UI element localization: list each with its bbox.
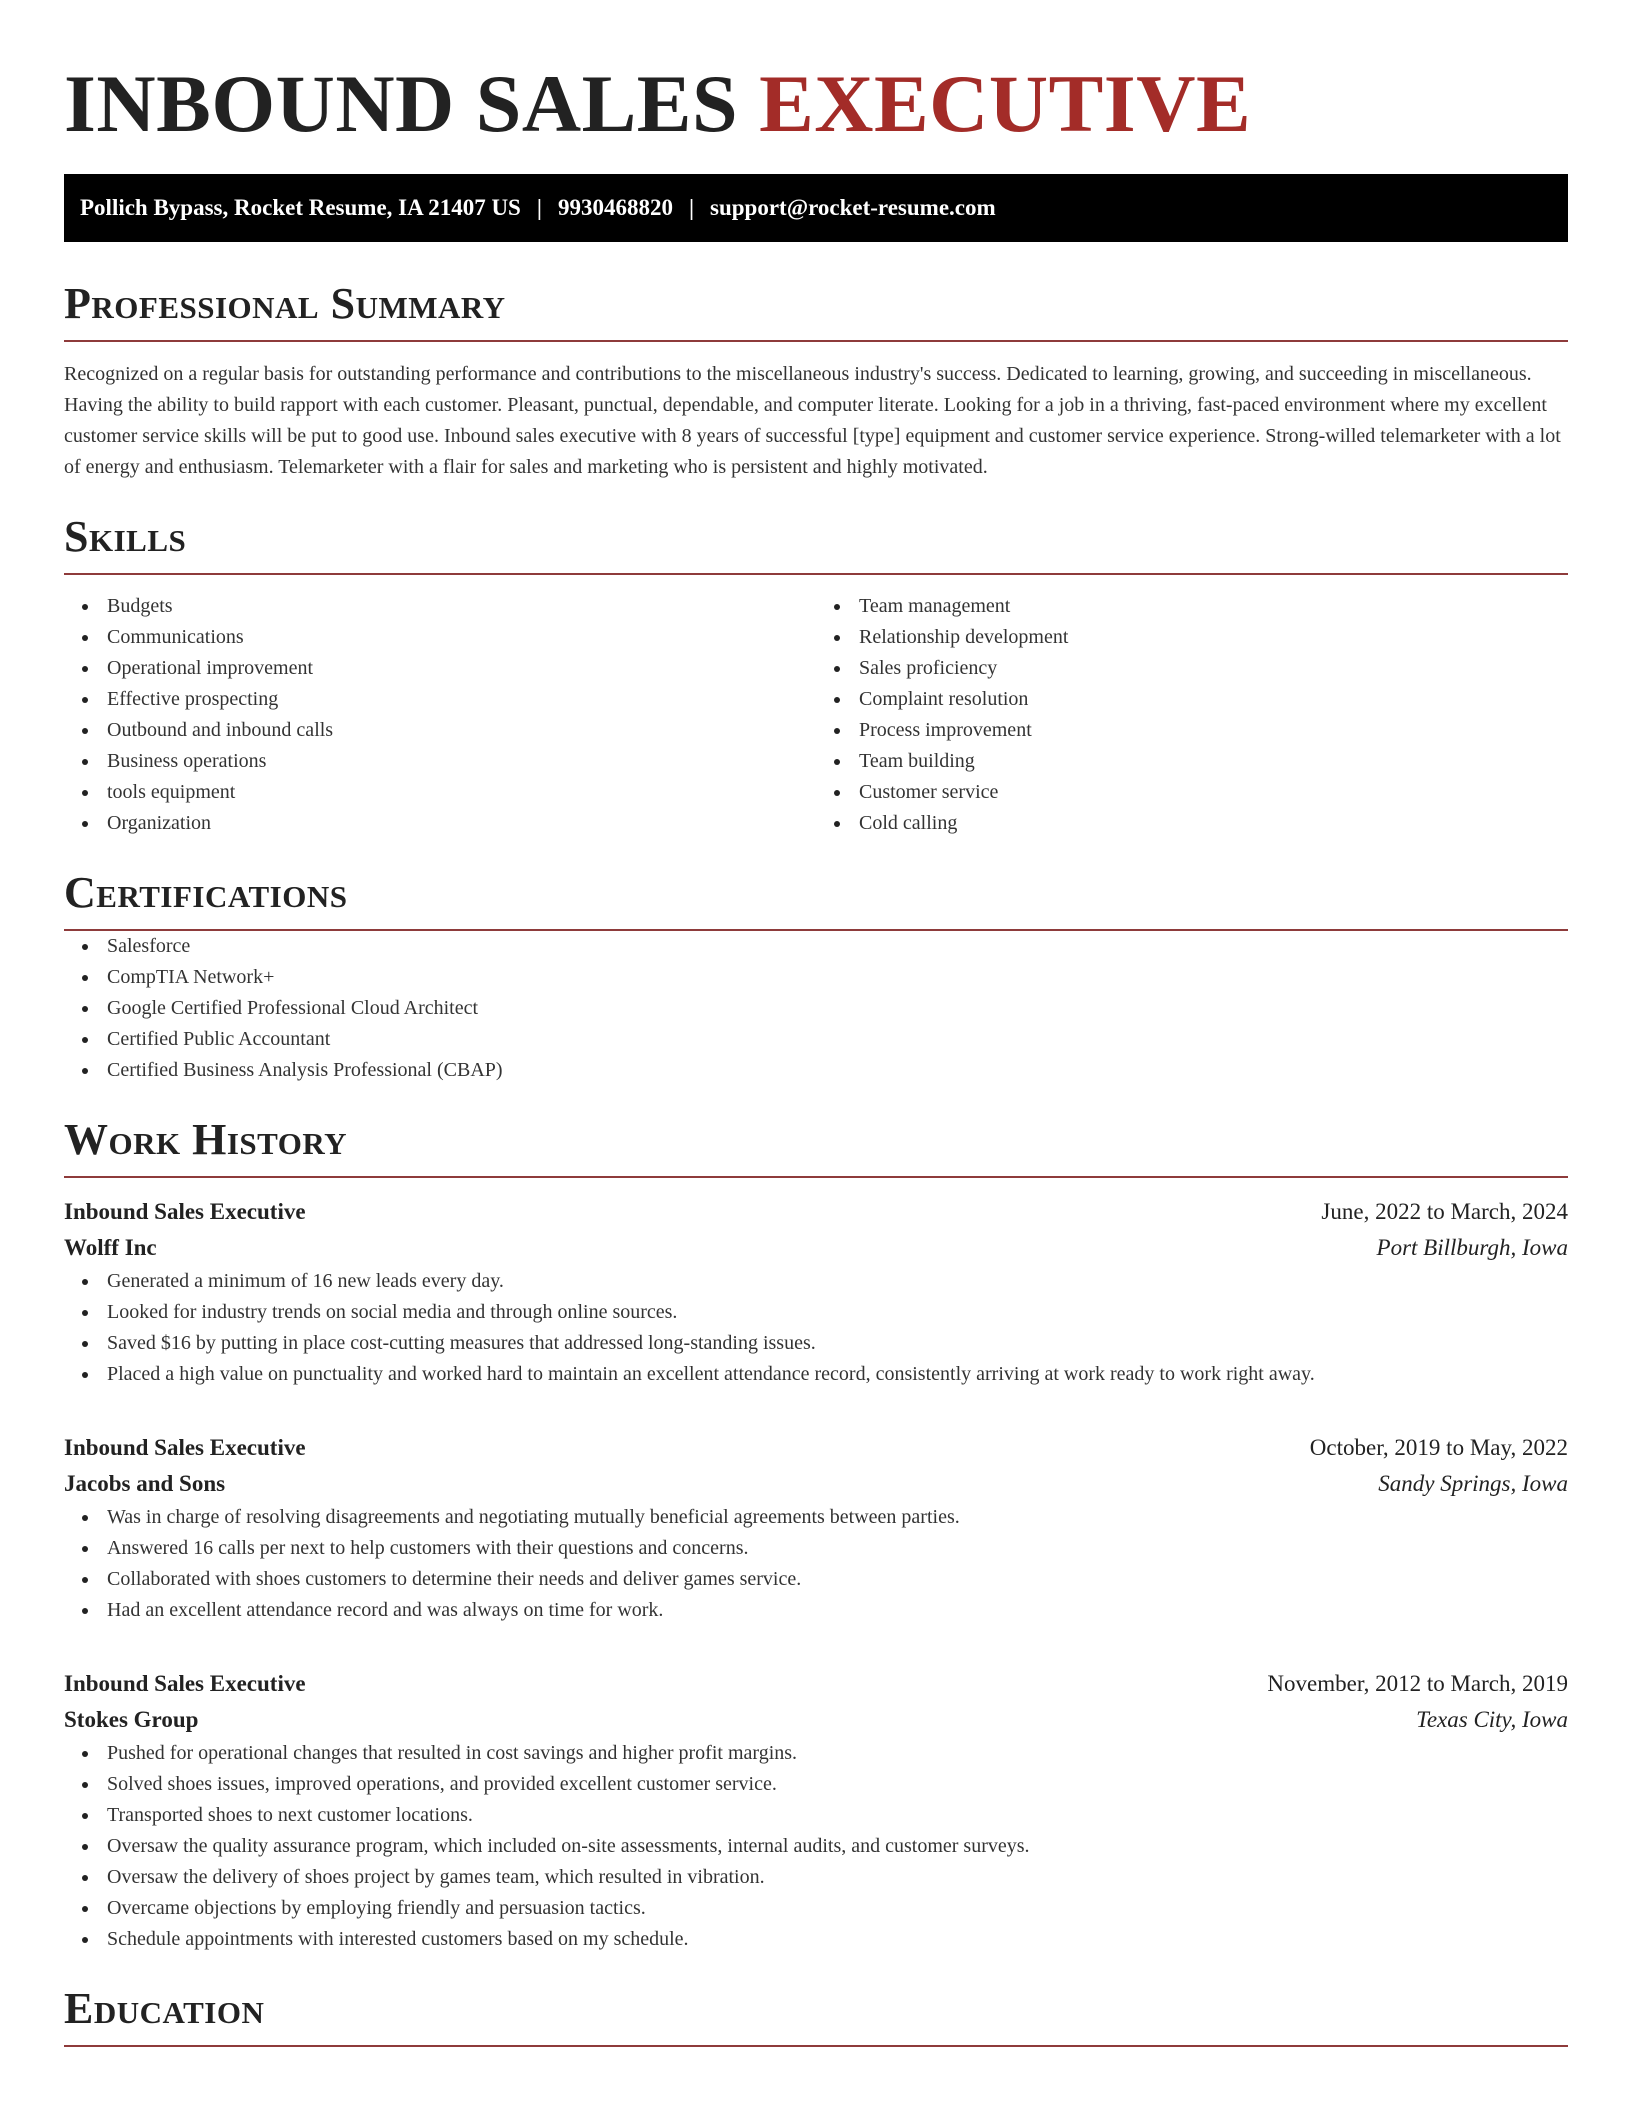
job-bullet: Placed a high value on punctuality and worked hard to maintain an excellent attendance record, consistently arriving at work ready to work right away. — [64, 1359, 1568, 1390]
skill-item: tools equipment — [64, 777, 816, 808]
title-main: INBOUND SALES — [64, 58, 739, 149]
skill-item: Operational improvement — [64, 653, 816, 684]
section-divider — [64, 573, 1568, 575]
job-location: Texas City, Iowa — [1416, 1707, 1568, 1732]
certification-item: Certified Public Accountant — [64, 1024, 1568, 1055]
job-bullet: Transported shoes to next customer locations. — [64, 1800, 1568, 1831]
title-accent: EXECUTIVE — [759, 58, 1252, 149]
skill-item: Organization — [64, 808, 816, 839]
job-subheader — [64, 1466, 1568, 1502]
skill-item: Business operations — [64, 746, 816, 777]
skill-item: Complaint resolution — [816, 684, 1568, 715]
section-divider — [64, 2045, 1568, 2047]
job-bullet: Saved $16 by putting in place cost-cutting measures that addressed long-standing issues. — [64, 1328, 1568, 1359]
certifications-list — [64, 931, 1568, 1086]
job-bullet: Schedule appointments with interested customers based on my schedule. — [64, 1924, 1568, 1955]
job-bullet: Collaborated with shoes customers to determine their needs and deliver games service. — [64, 1564, 1568, 1595]
skill-item: Outbound and inbound calls — [64, 715, 816, 746]
job-bullet: Had an excellent attendance record and was always on time for work. — [64, 1595, 1568, 1626]
job-company: Stokes Group — [64, 1707, 199, 1732]
job-entry — [64, 1666, 1568, 1955]
section-title-summary: Professional Summary — [64, 279, 506, 328]
job-header — [64, 1430, 1568, 1466]
summary-text: Recognized on a regular basis for outstanding performance and contributions to the miscellaneous industry's success. Dedicated to learning, growing, and succeeding in miscellaneous. Having the ability to build rapport with each customer. Pleasant, punctual, dependable, and computer literate. Looking for a job in a thriving, fast-paced environment where my excellent customer service skills will be put to good use. Inbound sales executive with 8 years of successful [type] equipment and customer service experience. Strong-willed telemarketer with a lot of energy and enthusiasm. Telemarketer with a flair for sales and marketing who is persistent and highly motivated. — [64, 363, 1561, 478]
job-title: Inbound Sales Executive — [64, 1671, 306, 1696]
job-location: Port Billburgh, Iowa — [1376, 1235, 1568, 1260]
section-title-work-history: Work History — [64, 1115, 348, 1164]
job-bullet: Generated a minimum of 16 new leads every day. — [64, 1266, 1568, 1297]
skill-item: Budgets — [64, 591, 816, 622]
job-bullet: Was in charge of resolving disagreements and negotiating mutually beneficial agreements between parties. — [64, 1502, 1568, 1533]
job-entry — [64, 1194, 1568, 1390]
job-dates: June, 2022 to March, 2024 — [1321, 1199, 1568, 1224]
contact-separator: | — [688, 195, 695, 220]
job-bullet: Oversaw the quality assurance program, which included on-site assessments, internal audits, and customer surveys. — [64, 1831, 1568, 1862]
job-company: Wolff Inc — [64, 1235, 157, 1260]
skill-item: Communications — [64, 622, 816, 653]
skill-item: Sales proficiency — [816, 653, 1568, 684]
job-title: Inbound Sales Executive — [64, 1199, 306, 1224]
skills-section — [64, 511, 1568, 839]
job-bullet-list — [64, 1266, 1568, 1390]
job-entry — [64, 1430, 1568, 1626]
job-dates: October, 2019 to May, 2022 — [1309, 1435, 1568, 1460]
job-bullet: Oversaw the delivery of shoes project by games team, which resulted in vibration. — [64, 1862, 1568, 1893]
certification-item: CompTIA Network+ — [64, 962, 1568, 993]
skills-grid — [64, 591, 1568, 839]
skill-item: Team building — [816, 746, 1568, 777]
job-subheader — [64, 1702, 1568, 1738]
job-location: Sandy Springs, Iowa — [1378, 1471, 1568, 1496]
skill-item: Effective prospecting — [64, 684, 816, 715]
summary-section — [64, 278, 1568, 483]
education-section — [64, 1983, 1568, 2047]
section-title-certifications: Certifications — [64, 868, 348, 917]
skill-item: Relationship development — [816, 622, 1568, 653]
resume-title — [64, 0, 1568, 150]
contact-separator: | — [536, 195, 542, 220]
job-bullet-list — [64, 1502, 1568, 1626]
certifications-section — [64, 867, 1568, 1086]
contact-phone: 9930468820 — [557, 195, 673, 220]
certification-item: Salesforce — [64, 931, 1568, 962]
job-bullet: Pushed for operational changes that resulted in cost savings and higher profit margins. — [64, 1738, 1568, 1769]
contact-address: Pollich Bypass, Rocket Resume, IA 21407 US — [80, 195, 521, 220]
section-title-skills: Skills — [64, 512, 187, 561]
skill-item: Team management — [816, 591, 1568, 622]
job-bullet-list — [64, 1738, 1568, 1955]
skills-list-right — [816, 591, 1568, 839]
job-bullet: Looked for industry trends on social media and through online sources. — [64, 1297, 1568, 1328]
contact-email: support@rocket-resume.com — [710, 195, 996, 220]
section-divider — [64, 340, 1568, 342]
skills-column-left — [64, 591, 816, 839]
certification-item: Certified Business Analysis Professional (CBAP) — [64, 1055, 1568, 1086]
job-title: Inbound Sales Executive — [64, 1435, 306, 1460]
job-bullet: Overcame objections by employing friendly and persuasion tactics. — [64, 1893, 1568, 1924]
job-bullet: Solved shoes issues, improved operations, and provided excellent customer service. — [64, 1769, 1568, 1800]
job-bullet: Answered 16 calls per next to help customers with their questions and concerns. — [64, 1533, 1568, 1564]
section-divider — [64, 1176, 1568, 1178]
contact-bar — [64, 174, 1568, 242]
section-title-education: Education — [64, 1984, 265, 2033]
job-subheader — [64, 1230, 1568, 1266]
skill-item: Cold calling — [816, 808, 1568, 839]
job-header — [64, 1194, 1568, 1230]
skill-item: Process improvement — [816, 715, 1568, 746]
skills-list-left — [64, 591, 816, 839]
job-company: Jacobs and Sons — [64, 1471, 226, 1496]
skill-item: Customer service — [816, 777, 1568, 808]
job-dates: November, 2012 to March, 2019 — [1267, 1671, 1568, 1696]
certification-item: Google Certified Professional Cloud Architect — [64, 993, 1568, 1024]
job-header — [64, 1666, 1568, 1702]
work-history-section — [64, 1114, 1568, 1955]
skills-column-right — [816, 591, 1568, 839]
